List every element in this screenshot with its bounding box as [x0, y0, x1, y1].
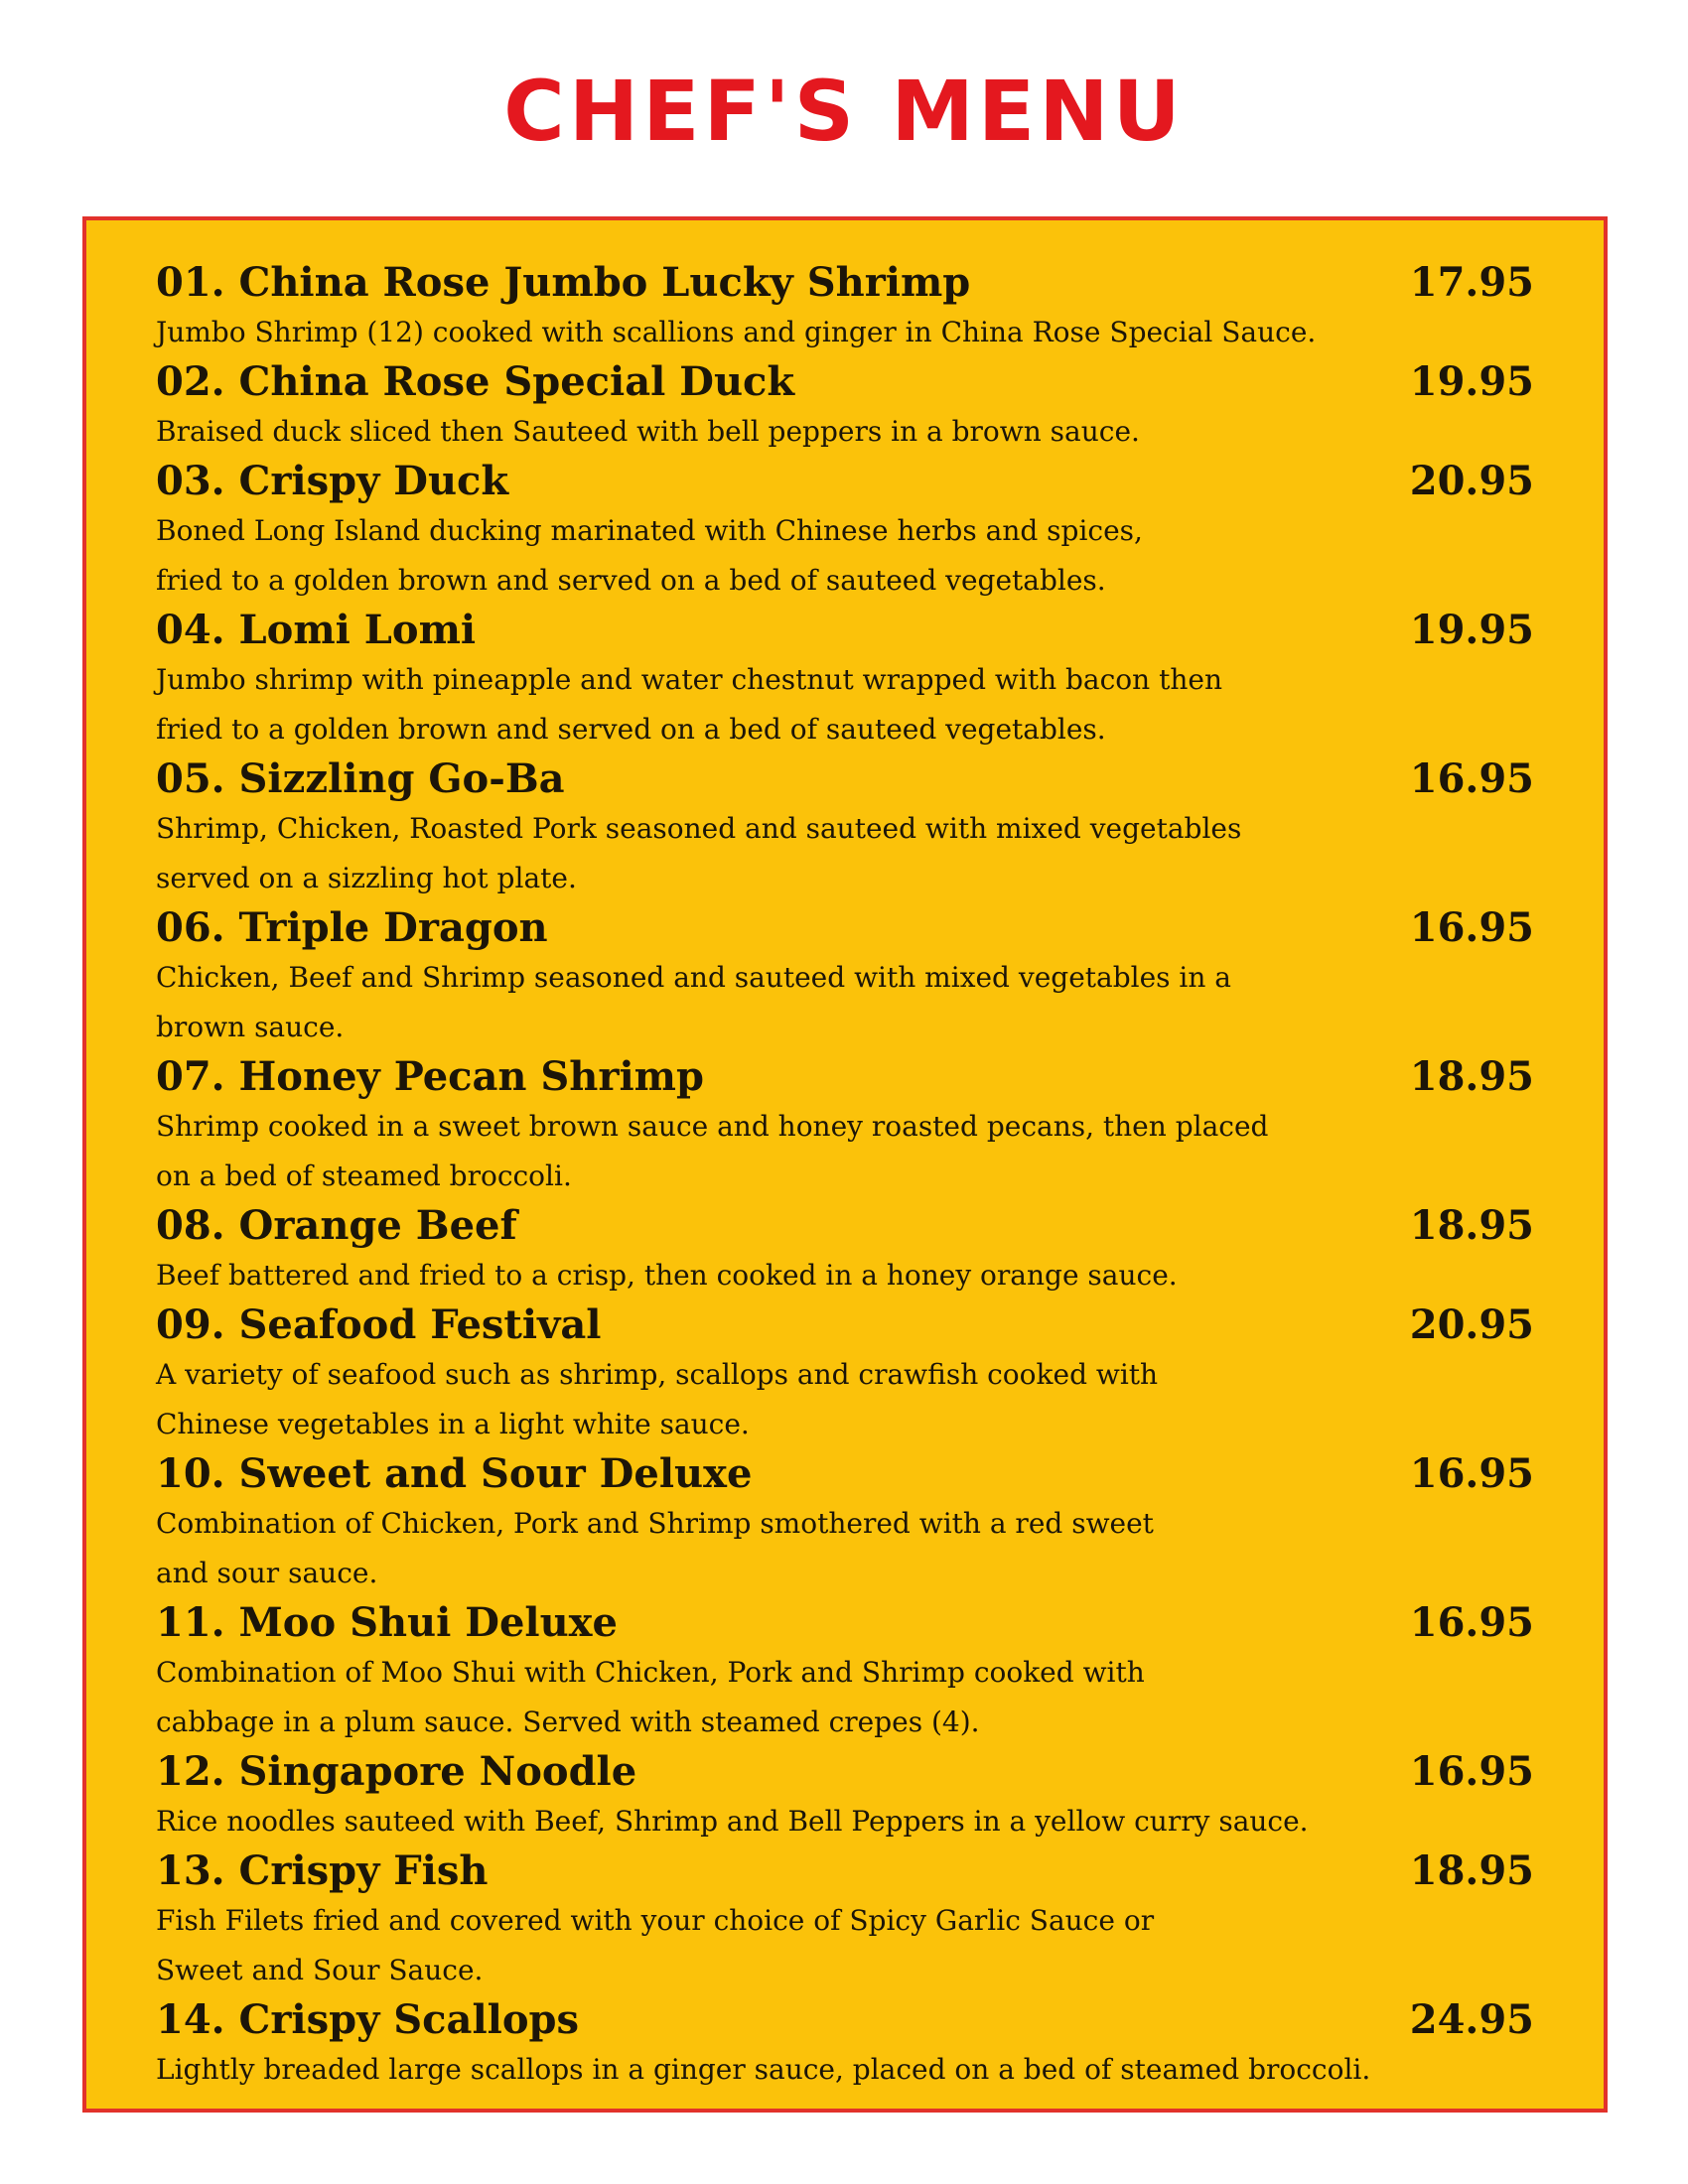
item-price: 16.95 — [1409, 1450, 1534, 1497]
menu-panel — [82, 216, 1608, 2113]
item-description: A variety of seafood such as shrimp, scallops and crawfish cooked with Chinese vegetables in a light white sauce. — [156, 1358, 1159, 1440]
menu-item — [156, 1052, 1534, 1201]
item-description: Shrimp, Chicken, Roasted Pork seasoned and sauteed with mixed vegetables served on a sizzling hot plate. — [156, 812, 1242, 894]
item-price: 18.95 — [1409, 1847, 1534, 1894]
item-price: 20.95 — [1409, 458, 1534, 504]
item-name: 13. Crispy Fish — [156, 1847, 489, 1894]
menu-item — [156, 754, 1534, 903]
menu-item — [156, 1846, 1534, 1995]
item-description: Fish Filets fried and covered with your choice of Spicy Garlic Sauce or Sweet and Sour Sauce. — [156, 1904, 1155, 1986]
item-name: 03. Crispy Duck — [156, 458, 509, 504]
item-price: 16.95 — [1409, 1748, 1534, 1795]
item-price: 18.95 — [1409, 1053, 1534, 1100]
item-name: 08. Orange Beef — [156, 1202, 517, 1249]
menu-item — [156, 1598, 1534, 1747]
item-name: 14. Crispy Scallops — [156, 1996, 579, 2043]
item-name: 07. Honey Pecan Shrimp — [156, 1053, 704, 1100]
menu-item — [156, 1449, 1534, 1598]
item-price: 16.95 — [1409, 904, 1534, 951]
item-description: Jumbo Shrimp (12) cooked with scallions and ginger in China Rose Special Sauce. — [156, 316, 1317, 348]
item-price: 16.95 — [1409, 1599, 1534, 1646]
item-name: 01. China Rose Jumbo Lucky Shrimp — [156, 259, 971, 306]
item-price: 24.95 — [1409, 1996, 1534, 2043]
menu-item — [156, 1300, 1534, 1449]
item-description: Shrimp cooked in a sweet brown sauce and honey roasted pecans, then placed on a bed of steamed broccoli. — [156, 1110, 1269, 1192]
item-name: 05. Sizzling Go-Ba — [156, 755, 565, 802]
item-name: 06. Triple Dragon — [156, 904, 548, 951]
item-description: Braised duck sliced then Sauteed with bell peppers in a brown sauce. — [156, 415, 1140, 448]
item-description: Beef battered and fried to a crisp, then cooked in a honey orange sauce. — [156, 1259, 1178, 1292]
item-name: 10. Sweet and Sour Deluxe — [156, 1450, 753, 1497]
item-name: 11. Moo Shui Deluxe — [156, 1599, 618, 1646]
menu-item — [156, 1747, 1534, 1846]
item-price: 19.95 — [1409, 358, 1534, 405]
item-price: 20.95 — [1409, 1301, 1534, 1348]
item-price: 17.95 — [1409, 259, 1534, 306]
item-description: Rice noodles sauteed with Beef, Shrimp and Bell Peppers in a yellow curry sauce. — [156, 1805, 1309, 1838]
item-description: Boned Long Island ducking marinated with Chinese herbs and spices, fried to a golden brown and served on a bed of sauteed vegetables. — [156, 514, 1143, 597]
menu-item — [156, 903, 1534, 1052]
item-description: Combination of Chicken, Pork and Shrimp smothered with a red sweet and sour sauce. — [156, 1507, 1154, 1589]
menu-item — [156, 258, 1534, 357]
item-name: 02. China Rose Special Duck — [156, 358, 795, 405]
menu-item — [156, 1995, 1534, 2095]
item-price: 18.95 — [1409, 1202, 1534, 1249]
item-description: Chicken, Beef and Shrimp seasoned and sauteed with mixed vegetables in a brown sauce. — [156, 961, 1232, 1043]
menu-item — [156, 606, 1534, 754]
item-name: 09. Seafood Festival — [156, 1301, 602, 1348]
menu-item — [156, 457, 1534, 606]
item-price: 19.95 — [1409, 607, 1534, 653]
menu-item — [156, 1201, 1534, 1300]
menu-title: CHEF'S MENU — [503, 63, 1185, 160]
item-name: 04. Lomi Lomi — [156, 607, 477, 653]
item-name: 12. Singapore Noodle — [156, 1748, 637, 1795]
item-description: Combination of Moo Shui with Chicken, Pork and Shrimp cooked with cabbage in a plum sauce. Served with steamed crepes (4). — [156, 1656, 1145, 1738]
menu-item — [156, 357, 1534, 457]
item-description: Jumbo shrimp with pineapple and water chestnut wrapped with bacon then fried to a golden brown and served on a bed of sauteed vegetables. — [156, 663, 1222, 746]
item-description: Lightly breaded large scallops in a ginger sauce, placed on a bed of steamed broccoli. — [156, 2053, 1371, 2086]
item-price: 16.95 — [1409, 755, 1534, 802]
